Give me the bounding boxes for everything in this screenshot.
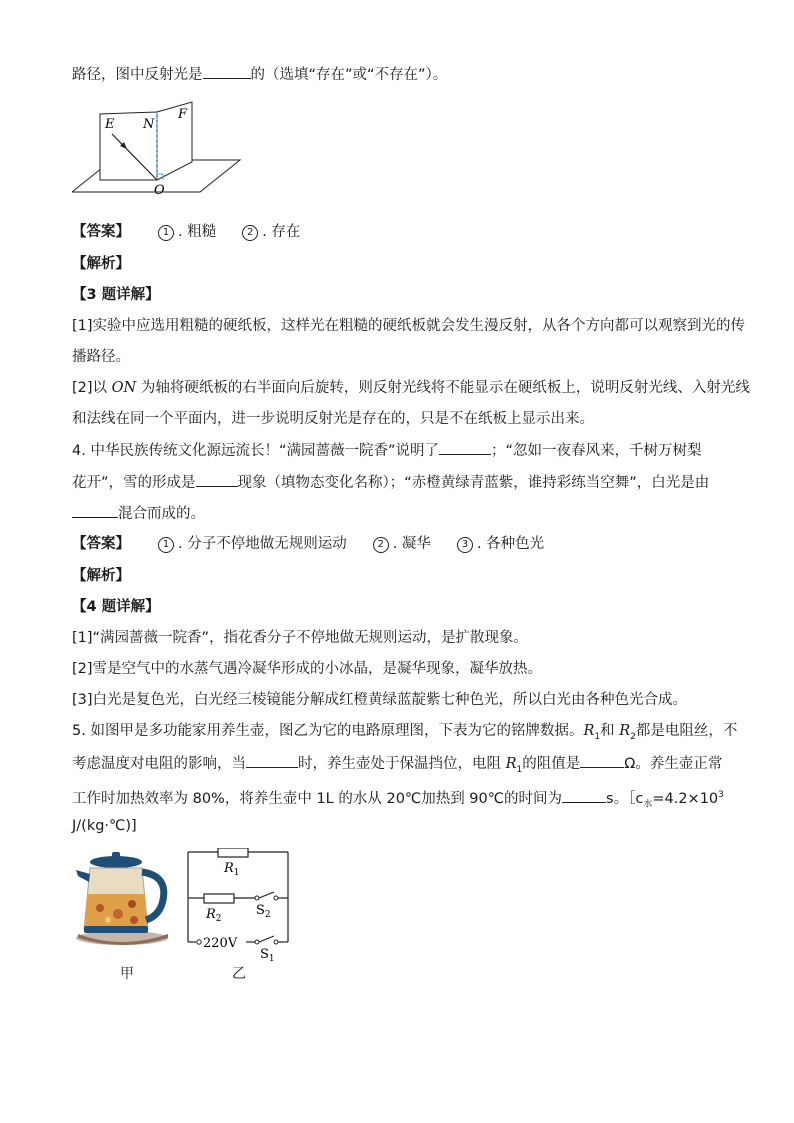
- q3-detail-tag: 【3 题详解】: [72, 287, 160, 303]
- answer-blank: [562, 788, 606, 803]
- label-r1: $R_1$: [224, 861, 240, 878]
- label-o: O: [154, 183, 165, 198]
- q5-question-line-1: 5. 如图甲是多功能家用养生壶，图乙为它的电路原理图，下表为它的铭牌数据。$R_1$和 $R_2$都是电阻丝，不: [72, 723, 738, 742]
- label-e: E: [105, 117, 115, 132]
- answer-blank: [72, 503, 118, 518]
- q3-answer: 【答案】 1 . 粗糙 2 . 存在: [72, 224, 301, 240]
- q4-answer: 【答案】 1 . 分子不停地做无规则运动 2 . 凝华 3 . 各种色光: [72, 536, 545, 552]
- answer-blank: [196, 472, 238, 487]
- q4-explain-1: [1]“满园蔷薇一院香”，指花香分子不停地做无规则运动，是扩散现象。: [72, 630, 529, 646]
- reflection-experiment-figure: [72, 100, 244, 200]
- label-220v: 220V: [203, 936, 238, 951]
- q3-question-line: 路径，图中反射光是 的（选填“存在”或“不存在”）。: [72, 64, 447, 85]
- label-s1: $S_1$: [260, 947, 275, 964]
- q4-question-line-3: 混合而成的。: [72, 503, 205, 524]
- answer-blank: [580, 753, 624, 768]
- kettle-image: [74, 850, 178, 950]
- q3-analysis-tag: 【解析】: [72, 256, 130, 272]
- q4-explain-3: [3]白光是复色光，白光经三棱镜能分解成红橙黄绿蓝靛紫七种色光，所以白光由各种色光合成。: [72, 692, 688, 708]
- q4-analysis-tag: 【解析】: [72, 568, 130, 584]
- q4-detail-tag: 【4 题详解】: [72, 599, 160, 615]
- circuit-diagram: [184, 848, 294, 968]
- q3-explain-1a: [1]实验中应选用粗糙的硬纸板，这样光在粗糙的硬纸板就会发生漫反射，从各个方向都可以观察到光的传: [72, 318, 746, 334]
- label-n: N: [143, 117, 155, 132]
- answer-blank: [246, 753, 298, 768]
- figure-caption-yi: 乙: [232, 966, 246, 982]
- q5-question-line-2: 考虑温度对电阻的影响，当 时，养生壶处于保温挡位，电阻 $R_1$的阻值是 Ω。养生壶正常: [72, 753, 722, 780]
- q4-explain-2: [2]雪是空气中的水蒸气遇冷凝华形成的小冰晶，是凝华现象，凝华放热。: [72, 661, 543, 677]
- label-f: F: [178, 107, 188, 122]
- label-s2: $S_2$: [256, 903, 271, 920]
- label-r2: $R_2$: [206, 907, 222, 924]
- q3-explain-1b: 播路径。: [72, 349, 130, 365]
- q4-question-line-1: 4. 中华民族传统文化源远流长！“满园蔷薇一院香”说明了 ；“忽如一夜春风来，千树万树梨: [72, 440, 701, 461]
- answer-blank: [203, 64, 251, 79]
- figure-caption-jia: 甲: [120, 966, 134, 982]
- q4-question-line-2: 花开”，雪的形成是 现象（填物态变化名称）；“赤橙黄绿青蓝紫，谁持彩练当空舞”，白光是由: [72, 472, 709, 493]
- q3-explain-2b: 和法线在同一个平面内，进一步说明反射光是存在的，只是不在纸板上显示出来。: [72, 411, 594, 427]
- q5-question-line-3: 工作时加热效率为 80%，将养生壶中 1L 的水从 20℃加热到 90℃的时间为 s。$[c_水=4.2\times 10^3$: [72, 785, 724, 815]
- q5-question-line-4: J/(kg·℃)]: [72, 818, 137, 834]
- answer-blank: [439, 440, 491, 455]
- q3-explain-2a: [2]以 ON 为轴将硬纸板的右半面向后旋转，则反射光线将不能显示在硬纸板上，说明反射光线、入射光线: [72, 380, 750, 396]
